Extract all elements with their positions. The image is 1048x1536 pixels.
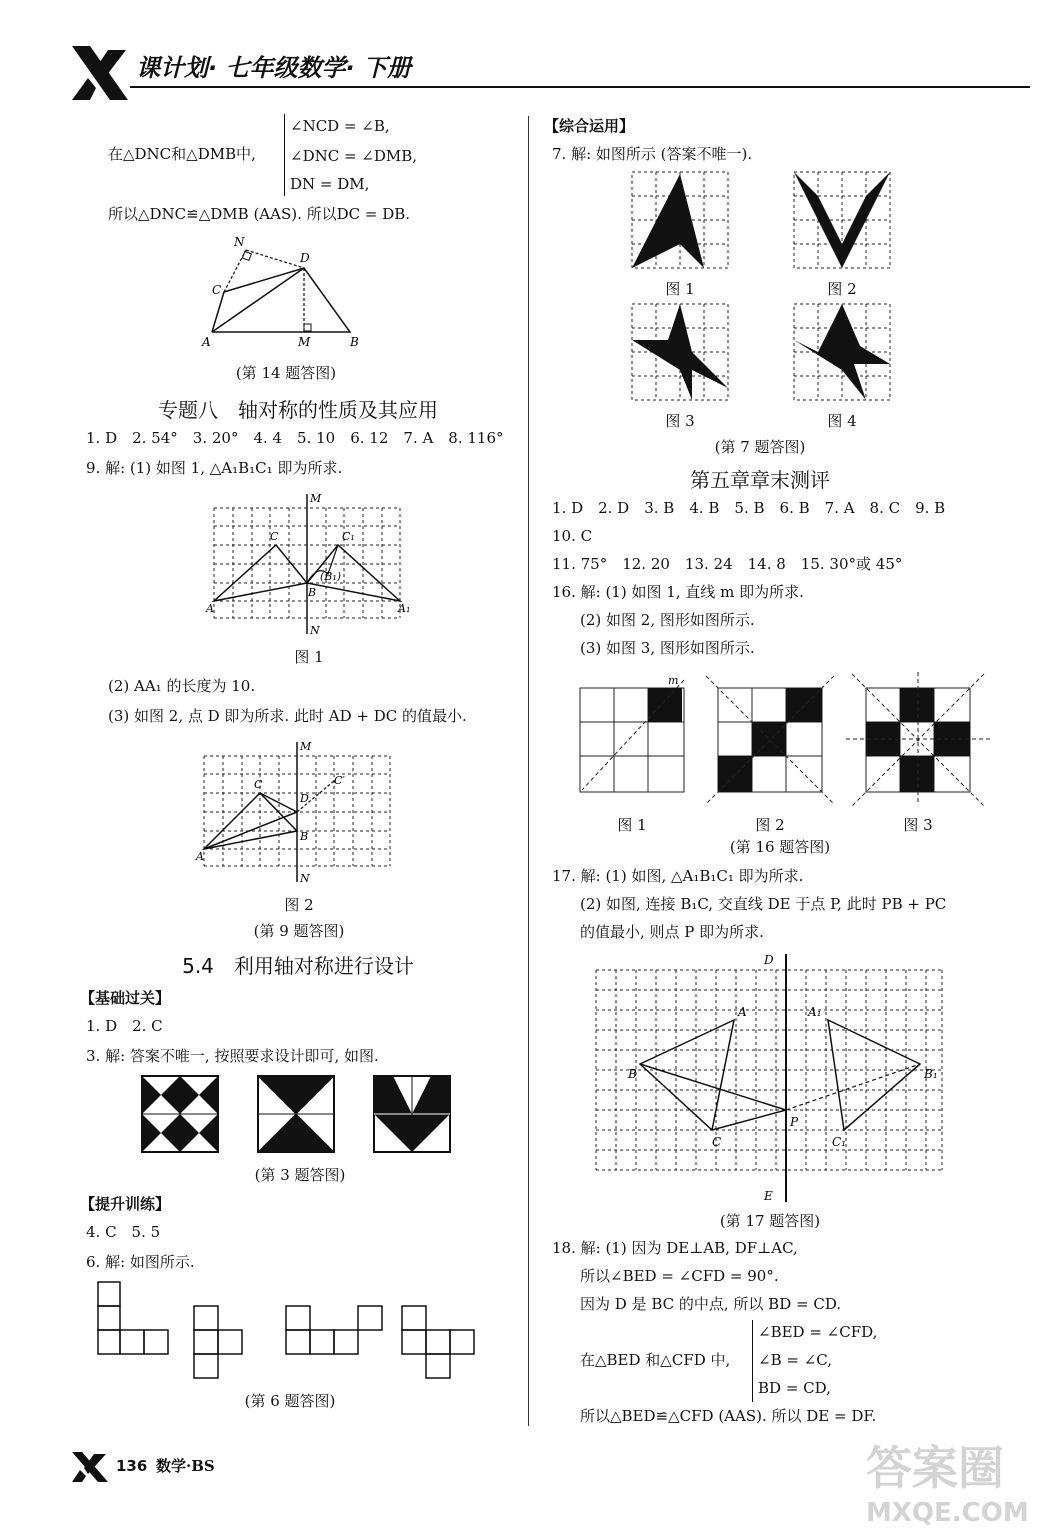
ch5-answers-2: 10. C xyxy=(552,527,593,545)
svg-text:(B₁): (B₁) xyxy=(320,570,342,583)
watermark-url: MXQE.COM xyxy=(866,1498,1029,1528)
q6-text: 6. 解: 如图所示. xyxy=(86,1253,195,1271)
advance-label: 【提升训练】 xyxy=(80,1195,171,1213)
svg-text:A: A xyxy=(196,850,204,863)
sec54-title: 5.4 利用轴对称进行设计 xyxy=(182,954,414,978)
svg-text:B: B xyxy=(628,1067,637,1081)
fig14-label-a: A xyxy=(202,335,211,349)
svg-text:N: N xyxy=(300,872,310,885)
fig14-diagram xyxy=(196,232,376,352)
ch5-title: 第五章章末测评 xyxy=(690,468,830,492)
fig14-label-m: M xyxy=(298,335,311,349)
q3-text: 3. 解: 答案不唯一, 按照要求设计即可, 如图. xyxy=(86,1047,379,1065)
watermark-text: 答案圈 xyxy=(866,1441,1004,1495)
q9-part1: 9. 解: (1) 如图 1, △A₁B₁C₁ 即为所求. xyxy=(86,459,343,477)
svg-text:D: D xyxy=(300,792,309,805)
svg-text:B: B xyxy=(308,586,317,599)
svg-text:C: C xyxy=(254,778,263,791)
fig7-caption-2: 图 2 xyxy=(827,280,857,298)
svg-text:B₁: B₁ xyxy=(924,1067,938,1081)
fig9-1-grid xyxy=(204,488,414,638)
header xyxy=(70,40,1030,106)
footer-page-number: 136 xyxy=(116,1457,148,1475)
svg-text:M: M xyxy=(310,492,322,505)
svg-text:A₁: A₁ xyxy=(398,602,411,615)
basic-label: 【基础过关】 xyxy=(80,989,171,1007)
q17-part1: 17. 解: (1) 如图, △A₁B₁C₁ 即为所求. xyxy=(552,867,804,885)
q9-part3: (3) 如图 2, 点 D 即为所求. 此时 AD + DC 的值最小. xyxy=(108,707,467,725)
basic-answers: 1. D 2. C xyxy=(86,1017,163,1035)
q18-given-prefix: 在△BED 和△CFD 中, xyxy=(580,1351,731,1369)
svg-text:C₁: C₁ xyxy=(342,530,355,543)
q17-part2a: (2) 如图, 连接 B₁C, 交直线 DE 于点 P, 此时 PB + PC xyxy=(580,895,947,913)
p14-brace xyxy=(284,114,285,196)
fig16-caption: (第 16 题答图) xyxy=(729,838,831,856)
column-divider xyxy=(528,116,529,1426)
p14-cond1: ∠NCD = ∠B, xyxy=(290,117,390,135)
fig16-caption-2: 图 2 xyxy=(755,816,785,834)
fig3-designs xyxy=(140,1074,460,1154)
svg-text:A: A xyxy=(206,602,214,615)
fig14-label-b: B xyxy=(350,335,359,349)
svg-text:B: B xyxy=(300,830,309,843)
p14-cond2: ∠DNC = ∠DMB, xyxy=(290,147,418,165)
svg-text:m: m xyxy=(668,674,679,687)
fig17-grid xyxy=(592,950,952,1206)
fig6-nets xyxy=(96,1278,486,1388)
svg-text:P: P xyxy=(790,1115,799,1129)
q17-part2b: 的值最小, 则点 P 即为所求. xyxy=(580,923,764,941)
svg-text:C₁: C₁ xyxy=(832,1135,846,1149)
fig16-grids xyxy=(576,670,996,806)
q16-part3: (3) 如图 3, 图形如图所示. xyxy=(580,639,755,657)
fig9-2-caption: 图 2 xyxy=(284,896,314,914)
fig9-1-caption: 图 1 xyxy=(294,648,324,666)
q18-part3: 因为 D 是 BC 的中点, 所以 BD = CD. xyxy=(580,1295,842,1313)
svg-text:C′: C′ xyxy=(334,774,345,787)
fig14-label-d: D xyxy=(300,251,310,265)
svg-text:A₁: A₁ xyxy=(808,1005,822,1019)
fig16-caption-1: 图 1 xyxy=(617,816,647,834)
fig14-caption: (第 14 题答图) xyxy=(235,364,337,382)
svg-text:D: D xyxy=(764,953,774,967)
fig7-caption-1: 图 1 xyxy=(665,280,695,298)
p14-given-prefix: 在△DNC和△DMB中, xyxy=(108,145,256,163)
svg-text:C: C xyxy=(712,1135,722,1149)
fig16-caption-3: 图 3 xyxy=(903,816,933,834)
svg-text:E: E xyxy=(764,1189,773,1203)
advance-answers: 4. C 5. 5 xyxy=(86,1223,161,1241)
q18-cond2: ∠B = ∠C, xyxy=(758,1351,832,1369)
svg-text:C: C xyxy=(270,530,279,543)
fig7-caption-3: 图 3 xyxy=(665,412,695,430)
q18-part2: 所以∠BED = ∠CFD = 90°. xyxy=(580,1267,779,1285)
topic8-answers: 1. D 2. 54° 3. 20° 4. 4 5. 10 6. 12 7. A 8. 116° xyxy=(86,429,504,447)
fig7-caption: (第 7 题答图) xyxy=(714,438,806,456)
svg-text:M: M xyxy=(300,740,312,753)
q18-part1: 18. 解: (1) 因为 DE⊥AB, DF⊥AC, xyxy=(552,1239,798,1257)
footer-logo-icon xyxy=(70,1450,110,1484)
header-rule xyxy=(130,86,1030,88)
svg-text:A: A xyxy=(738,1005,747,1019)
q16-part1: 16. 解: (1) 如图 1, 直线 m 即为所求. xyxy=(552,583,804,601)
q7-text: 7. 解: 如图所示 (答案不唯一). xyxy=(552,145,753,163)
ch5-answers-1: 1. D 2. D 3. B 4. B 5. B 6. B 7. A 8. C 9. B xyxy=(552,499,946,517)
p14-conclusion: 所以△DNC≌△DMB (AAS). 所以DC = DB. xyxy=(108,205,411,223)
fig14-label-c: C xyxy=(212,283,222,297)
fig7-caption-4: 图 4 xyxy=(827,412,857,430)
ch5-answers-3: 11. 75° 12. 20 13. 24 14. 8 15. 30°或 45° xyxy=(552,555,903,573)
q18-cond1: ∠BED = ∠CFD, xyxy=(758,1323,878,1341)
watermark xyxy=(866,1432,1038,1528)
svg-text:N: N xyxy=(310,624,320,637)
footer-subject: 数学·BS xyxy=(156,1457,215,1475)
apply-label: 【综合运用】 xyxy=(544,117,635,135)
topic8-title: 专题八 轴对称的性质及其应用 xyxy=(158,398,438,422)
fig17-caption: (第 17 题答图) xyxy=(719,1212,821,1230)
q18-conclusion: 所以△BED≌△CFD (AAS). 所以 DE = DF. xyxy=(580,1407,877,1425)
fig9-2-grid xyxy=(194,736,404,886)
fig14-label-n: N xyxy=(234,235,245,249)
fig3-caption: (第 3 题答图) xyxy=(254,1166,346,1184)
q18-cond3: BD = CD, xyxy=(758,1379,831,1397)
fig6-caption: (第 6 题答图) xyxy=(244,1392,336,1410)
fig9-caption: (第 9 题答图) xyxy=(253,922,345,940)
header-logo-icon xyxy=(70,44,130,102)
q16-part2: (2) 如图 2, 图形如图所示. xyxy=(580,611,755,629)
p14-cond3: DN = DM, xyxy=(290,175,370,193)
q9-part2: (2) AA₁ 的长度为 10. xyxy=(108,677,256,695)
q18-brace xyxy=(752,1320,753,1402)
header-title: 课计划· 七年级数学· 下册 xyxy=(136,54,411,82)
